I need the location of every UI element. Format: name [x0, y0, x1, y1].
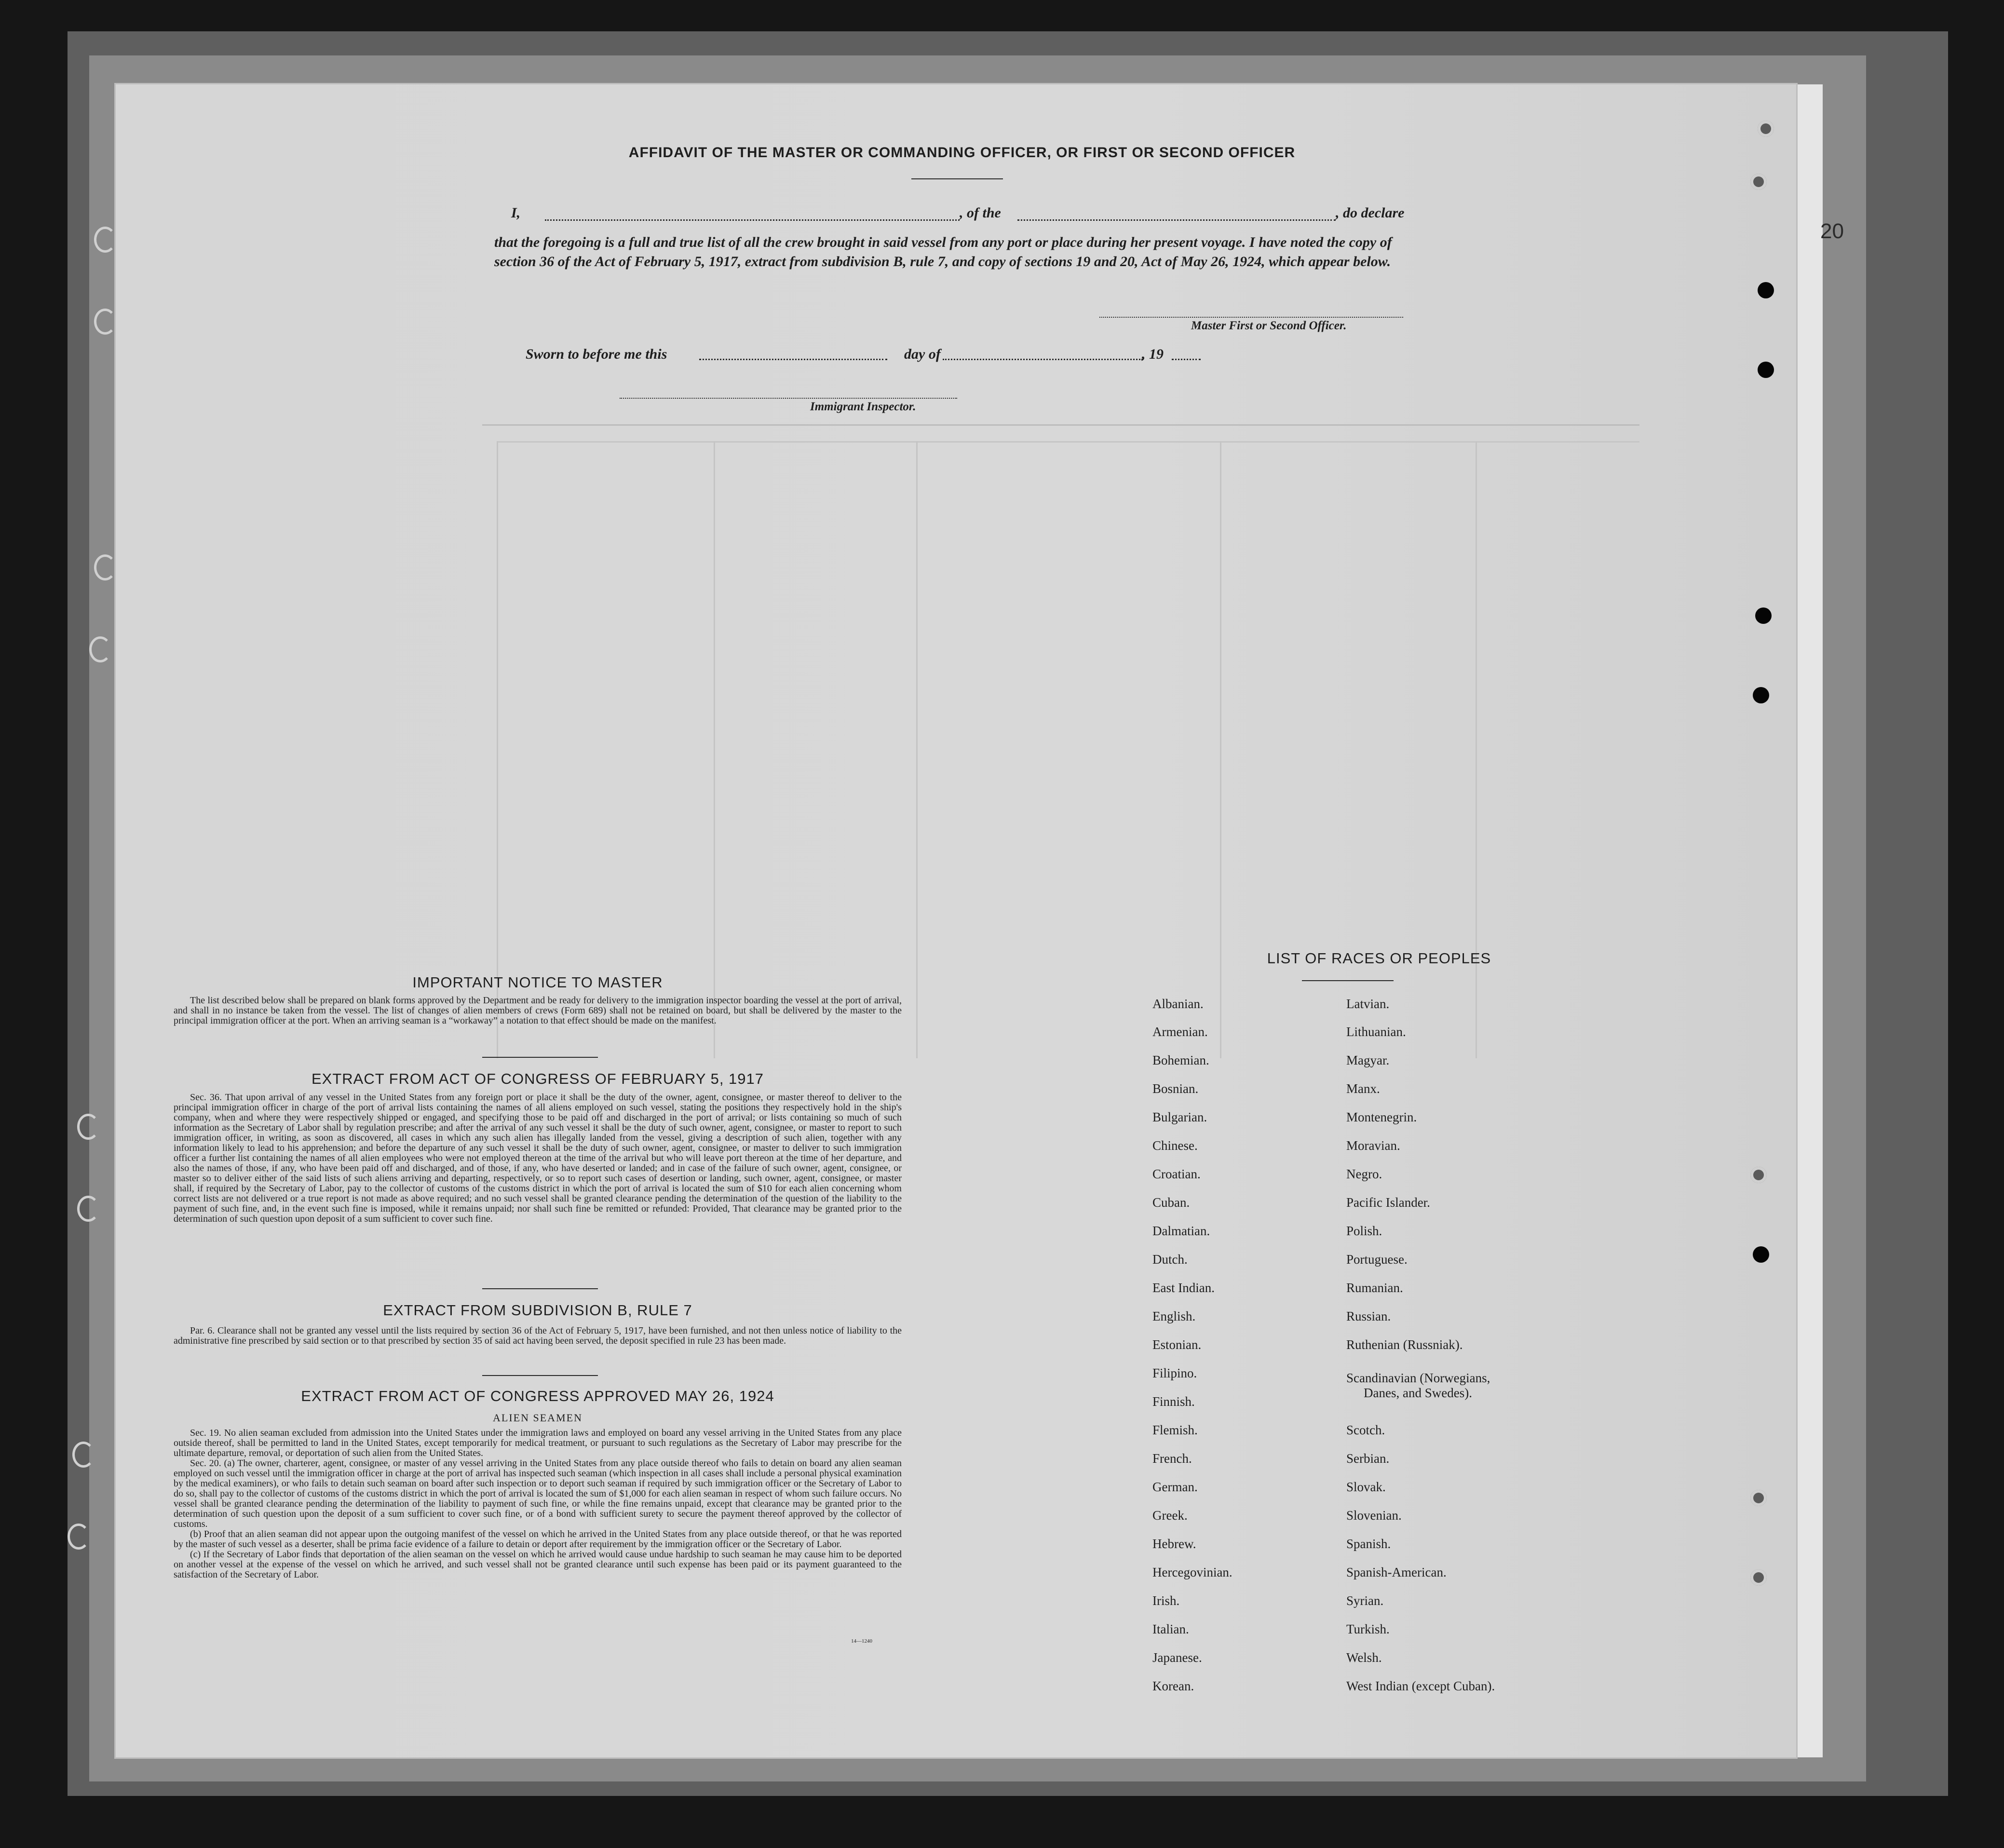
punch-hole — [1753, 687, 1769, 703]
affidavit-declare: , do declare — [1336, 205, 1405, 221]
sworn-year: , 19 — [1142, 346, 1164, 362]
binder-ring — [89, 636, 111, 662]
sec-20b-paragraph: (b) Proof that an alien seaman did not appear upon the outgoing manifest of the vessel on which he arrived in the United States from any place outside thereof, or that he was reported by the master of such vessel as a deserter, shall be prima facie evidence of a failure to detain or deport after requirement by the immigration officer or the Secretary of Labor. — [174, 1529, 902, 1550]
race-item: Bohemian. — [1152, 1053, 1209, 1067]
race-item: Scotch. — [1346, 1423, 1385, 1437]
race-item: Manx. — [1346, 1081, 1380, 1096]
binder-ring — [68, 1524, 90, 1550]
race-item: Welsh. — [1346, 1650, 1382, 1665]
race-item: Negro. — [1346, 1167, 1382, 1181]
master-name-blank — [545, 219, 960, 221]
form-number: 14—1240 — [851, 1638, 872, 1644]
race-item: Estonian. — [1152, 1337, 1202, 1352]
race-item: Armenian. — [1152, 1025, 1208, 1039]
section-rule — [482, 1375, 598, 1376]
race-item: Lithuanian. — [1346, 1025, 1406, 1039]
race-item: Latvian. — [1346, 997, 1390, 1011]
race-item: Cuban. — [1152, 1195, 1190, 1210]
race-item: Portuguese. — [1346, 1252, 1408, 1267]
binder-ring — [94, 554, 116, 580]
sworn-day-blank — [699, 359, 887, 360]
race-item: Filipino. — [1152, 1366, 1197, 1380]
race-item: Serbian. — [1346, 1451, 1390, 1466]
sworn-month-blank — [943, 359, 1143, 360]
punch-hole — [1758, 282, 1774, 298]
rule-7-text — [174, 1326, 902, 1346]
punch-hole — [1758, 121, 1774, 137]
race-item: Ruthenian (Russniak). — [1346, 1337, 1463, 1352]
extract-1924-text — [174, 1428, 902, 1580]
race-item: Hebrew. — [1152, 1537, 1196, 1551]
sec-19-paragraph: Sec. 19. No alien seaman excluded from admission into the United States under the immigration laws and employed on board any vessel arriving in the United States from any place outside thereof, shall be permitted to land in the United States, except temporarily for medical treatment, or pursuant to such regulations as the Secretary of Labor may prescribe for the ultimate departure, removal, or deportation of such alien from the United States. — [174, 1428, 902, 1458]
binder-ring — [77, 1196, 99, 1222]
race-item: Hercegovinian. — [1152, 1565, 1232, 1579]
vessel-name-blank — [1017, 219, 1336, 221]
bleed-through-line — [497, 441, 498, 1058]
race-item: Spanish. — [1346, 1537, 1391, 1551]
master-signature-line — [1099, 317, 1403, 318]
binder-ring — [94, 227, 116, 253]
notice-paragraph: The list described below shall be prepared on blank forms approved by the Department and be ready for delivery to the immigration inspector boarding the vessel at the port of arrival, and shall in no instance be taken from the vessel. The list of changes of alien members of crews (Form 689) shall not be retained on board, but shall be delivered by the master to the principal immigration officer at the port. When an arriving seaman is a “workaway” a notation to that effect should be made on the manifest. — [174, 995, 902, 1026]
race-item: Pacific Islander. — [1346, 1195, 1430, 1210]
binder-ring — [77, 1114, 99, 1140]
bleed-through-line — [714, 441, 715, 1058]
race-item: French. — [1152, 1451, 1192, 1466]
race-item: Japanese. — [1152, 1650, 1202, 1665]
affidavit-i: I, — [511, 205, 521, 221]
sec-20a-paragraph: Sec. 20. (a) The owner, charterer, agent, consignee, or master of any vessel arriving in the United States from any place outside thereof who fails to detain on board any alien seaman employed on such vessel until the immigration officer in charge at the port of arrival has inspected such seaman (which inspection in all cases shall include a personal physical examination by the medical examiners), or who fails to detain such seaman on board after such inspection or to deport such seaman if required by such immigration officer or the Secretary of Labor to do so, shall pay to the collector of customs of the customs district in which the port of arrival is located the sum of $1,000 for each alien seaman in respect of whom such failure occurs. No vessel shall be granted clearance pending the determination of the liability to payment of such fine, or while the fine remains unpaid, except that clearance may be granted prior to the determination of such question upon the deposit of a sum sufficient to cover such fine, or of a bond with sufficient surety to secure the payment thereof approved by the collector of customs. — [174, 1458, 902, 1529]
inspector-signature-line — [620, 398, 957, 399]
race-item: Croatian. — [1152, 1167, 1201, 1181]
race-item: Dalmatian. — [1152, 1224, 1210, 1238]
race-item: Chinese. — [1152, 1138, 1198, 1153]
sworn-day-of: day of — [904, 346, 941, 362]
section-36-paragraph: Sec. 36. That upon arrival of any vessel in the United States from any foreign port or place it shall be the duty of the owner, agent, consignee, or master thereof to deliver to the principal immigration officer in charge of the port of arrival lists containing the names of all aliens employed on such vessel, stating the positions they respectively hold in the ship's company, when and where they were respectively shipped or engaged, and specifying those to be paid off and discharged in the port of arrival; or lists containing so much of such information as the Secretary of Labor shall by regulation prescribe; and after the arrival of any such vessel it shall be the duty of such owner, agent, consignee, or master to report to such immigration officer, in writing, as soon as discovered, all cases in which any such alien has illegally landed from the vessel, giving a description of such alien, together with any information likely to lead to his apprehension; and before the departure of any such vessel it shall be the duty of such owner, agent, consignee, or master to deliver to such immigration officer a further list containing the names of all alien employees who were not employed thereon at the time of the arrival but who will leave port thereon at the time of her departure, and also the names of those, if any, who have been paid off and discharged, and of those, if any, who have deserted or landed; and in case of the failure of such owner, agent, consignee, or master so to deliver either of the said lists of such aliens arriving and departing, respectively, or so to report such cases of desertion or landing, such owner, agent, consignee, or master shall, if required by the Secretary of Labor, pay to the collector of customs of the customs district in which the port of arrival is located the sum of $10 for each alien concerning whom correct lists are not delivered or a true report is not made as above required; and no such vessel shall be granted clearance pending the determination of the question of the liability to the payment of such fine, and, in the event such fine is imposed, while it remains unpaid; nor shall such fine be remitted or refunded: Provided, That clearance may be granted prior to the determination of such question upon deposit of a sum sufficient to cover such fine. — [174, 1092, 902, 1224]
race-item: Moravian. — [1346, 1138, 1400, 1153]
race-item: East Indian. — [1152, 1281, 1215, 1295]
race-item: Irish. — [1152, 1593, 1180, 1608]
bleed-through-line — [482, 424, 1639, 426]
race-item: Finnish. — [1152, 1394, 1195, 1409]
race-item: Syrian. — [1346, 1593, 1384, 1608]
page-edge — [1796, 84, 1823, 1757]
race-item: Greek. — [1152, 1508, 1188, 1523]
races-title-rule — [1302, 980, 1394, 981]
race-item: Scandinavian (Norwegians, — [1346, 1371, 1490, 1385]
race-item: Danes, and Swedes). — [1364, 1386, 1472, 1400]
punch-hole — [1758, 362, 1774, 378]
race-item: German. — [1152, 1480, 1198, 1494]
rule-7-title: EXTRACT FROM SUBDIVISION B, RULE 7 — [383, 1302, 692, 1319]
race-item: Dutch. — [1152, 1252, 1188, 1267]
race-item: Bosnian. — [1152, 1081, 1199, 1096]
bleed-through-line — [916, 441, 918, 1058]
notice-text — [174, 996, 902, 1026]
race-item: Italian. — [1152, 1622, 1189, 1636]
race-item: Rumanian. — [1346, 1281, 1403, 1295]
notice-title: IMPORTANT NOTICE TO MASTER — [412, 974, 663, 991]
sworn-prefix: Sworn to before me this — [526, 346, 667, 362]
race-item: English. — [1152, 1309, 1196, 1323]
par-6-paragraph: Par. 6. Clearance shall not be granted any vessel until the lists required by section 36 of the Act of February 5, 1917, have been furnished, and not then unless notice of liability to the administrative fine prescribed by said section or to that prescribed by section 35 of said act having been served, the deposit specified in rule 23 has been made. — [174, 1325, 902, 1346]
sec-20c-paragraph: (c) If the Secretary of Labor finds that deportation of the alien seaman on the vessel on which he arrived would cause undue hardship to such seaman he may cause him to be deported on another vessel at the expense of the vessel on which he arrived, and such vessel shall not be granted clearance until such expense has been paid or its payment guaranteed to the satisfaction of the Secretary of Labor. — [174, 1549, 902, 1580]
title-rule — [911, 178, 1003, 179]
punch-hole — [1750, 174, 1767, 190]
inspector-caption: Immigrant Inspector. — [810, 400, 916, 413]
sworn-year-blank — [1172, 359, 1201, 360]
races-title: LIST OF RACES OR PEOPLES — [1267, 950, 1491, 967]
race-item: Slovak. — [1346, 1480, 1386, 1494]
race-item: Spanish-American. — [1346, 1565, 1447, 1579]
race-item: Slovenian. — [1346, 1508, 1402, 1523]
affidavit-of-the: , of the — [960, 205, 1001, 221]
punch-hole — [1755, 607, 1772, 624]
race-item: West Indian (except Cuban). — [1346, 1679, 1495, 1693]
extract-1917-text — [174, 1093, 902, 1224]
race-item: Magyar. — [1346, 1053, 1390, 1067]
extract-1917-title: EXTRACT FROM ACT OF CONGRESS OF FEBRUARY 5, 1917 — [311, 1070, 764, 1087]
margin-number: 20 — [1820, 219, 1844, 243]
race-item: Albanian. — [1152, 997, 1204, 1011]
race-item: Montenegrin. — [1346, 1110, 1417, 1124]
punch-hole — [1750, 1167, 1767, 1183]
race-item: Bulgarian. — [1152, 1110, 1207, 1124]
punch-hole — [1753, 1246, 1769, 1263]
race-item: Turkish. — [1346, 1622, 1390, 1636]
alien-seamen-subtitle: ALIEN SEAMEN — [493, 1412, 582, 1424]
section-rule — [482, 1057, 598, 1058]
race-item: Russian. — [1346, 1309, 1391, 1323]
bleed-through-line — [497, 441, 1639, 443]
affidavit-paragraph: that the foregoing is a full and true list of all the crew brought in said vessel from any port or place during her present voyage. I have noted the copy of section 36 of the Act of February 5, 1917, extract from subdivision B, rule 7, and copy of sections 19 and 20, Act of May 26, 1924, which appear below. — [494, 234, 1392, 270]
binder-ring — [72, 1442, 95, 1468]
race-item: Polish. — [1346, 1224, 1382, 1238]
affidavit-title: AFFIDAVIT OF THE MASTER OR COMMANDING OFFICER, OR FIRST OR SECOND OFFICER — [628, 145, 1296, 161]
punch-hole — [1750, 1569, 1767, 1586]
extract-1924-title: EXTRACT FROM ACT OF CONGRESS APPROVED MAY 26, 1924 — [301, 1388, 774, 1404]
master-caption: Master First or Second Officer. — [1191, 319, 1347, 332]
section-rule — [482, 1288, 598, 1289]
race-item: Korean. — [1152, 1679, 1194, 1693]
binder-ring — [94, 309, 116, 335]
punch-hole — [1750, 1490, 1767, 1506]
race-item: Flemish. — [1152, 1423, 1198, 1437]
